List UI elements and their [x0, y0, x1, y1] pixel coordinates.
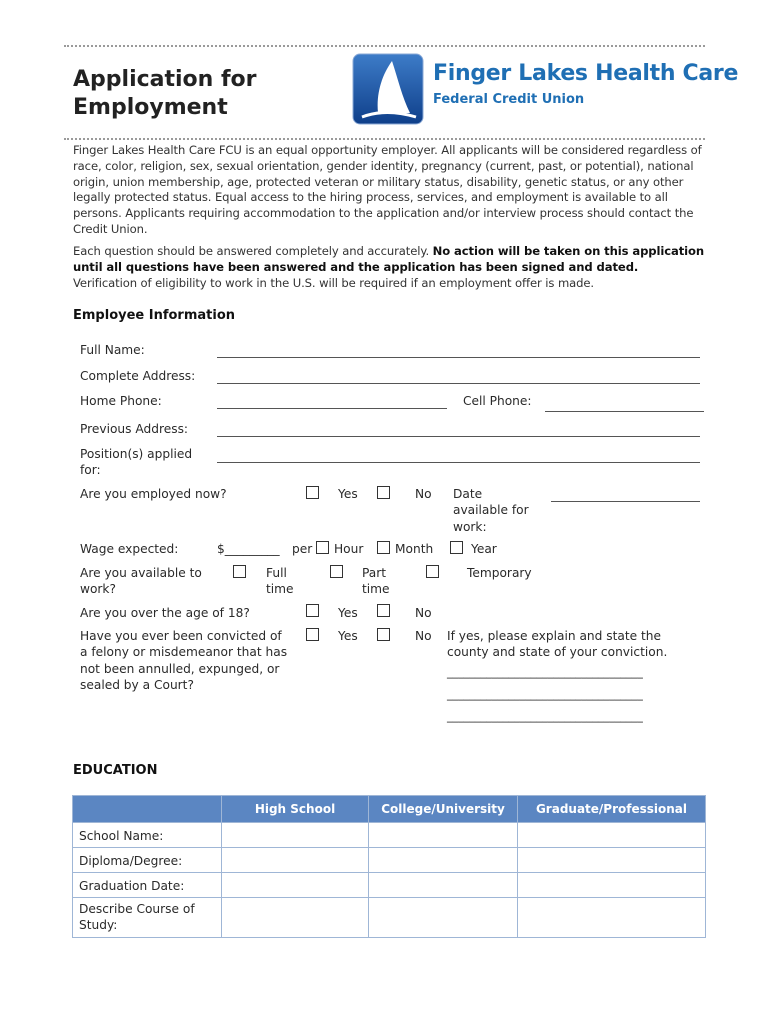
wage-year-label: Year: [471, 542, 497, 556]
over-18-yes-checkbox[interactable]: [306, 604, 319, 617]
logo-subtitle: Federal Credit Union: [433, 92, 585, 107]
availability-line1: Are you available to: [80, 566, 202, 580]
sailboat-logo-icon: [352, 53, 424, 125]
positions-label: [80, 446, 192, 479]
course-line2: Study:: [79, 918, 118, 932]
cell-college-diploma[interactable]: [369, 848, 518, 873]
instructions: [73, 244, 705, 291]
employee-info-heading: Employee Information: [73, 308, 236, 323]
cell-graduate-course[interactable]: [518, 898, 706, 938]
conviction-question: [80, 628, 287, 693]
wage-month-checkbox[interactable]: [377, 541, 390, 554]
conviction-no-label: No: [415, 629, 432, 643]
date-available-line3: work:: [453, 519, 487, 534]
temporary-checkbox[interactable]: [426, 565, 439, 578]
address-field[interactable]: [217, 383, 700, 384]
title-line-2: Employment: [73, 95, 228, 120]
temporary-label: Temporary: [467, 566, 532, 580]
conviction-line2: a felony or misdemeanor that has: [80, 645, 288, 660]
cell-high-school-course[interactable]: [222, 898, 369, 938]
full-name-label: Full Name:: [80, 343, 145, 357]
table-row: [73, 873, 706, 898]
part-time-line1: Part: [362, 566, 387, 580]
explain-field-1[interactable]: ___________________________________: [447, 666, 643, 679]
row-label-course-of-study: [73, 898, 222, 938]
table-row: [73, 823, 706, 848]
cell-graduate-name[interactable]: [518, 823, 706, 848]
conviction-line3: not been annulled, expunged, or: [80, 661, 280, 676]
part-time-line2: time: [362, 582, 390, 597]
top-dotted-divider: [64, 45, 705, 47]
table-row: [73, 848, 706, 873]
instructions-start: Each question should be answered completely and accurately.: [73, 244, 433, 258]
cell-phone-field[interactable]: [545, 411, 704, 412]
cell-graduate-grad-date[interactable]: [518, 873, 706, 898]
row-label-graduation-date: Graduation Date:: [73, 873, 222, 898]
date-available-label: [453, 486, 529, 535]
explain-field-3[interactable]: ___________________________________: [447, 710, 643, 723]
explain-field-2[interactable]: ___________________________________: [447, 688, 643, 701]
instructions-bold: No action will be taken on this application until all questions have been answered and the application has been signed and dated.: [73, 244, 705, 274]
column-header-high-school: High School: [222, 796, 369, 823]
cell-college-course[interactable]: [369, 898, 518, 938]
home-phone-field[interactable]: [217, 408, 447, 409]
wage-year-checkbox[interactable]: [450, 541, 463, 554]
table-row: [73, 898, 706, 938]
conviction-explain: [447, 628, 667, 661]
wage-expected-label: Wage expected:: [80, 542, 179, 556]
column-header-graduate: Graduate/Professional: [518, 796, 706, 823]
full-time-checkbox[interactable]: [233, 565, 246, 578]
course-line1: Describe Course of: [79, 902, 195, 916]
row-label-diploma: Diploma/Degree:: [73, 848, 222, 873]
cell-high-school-grad-date[interactable]: [222, 873, 369, 898]
column-header-college: College/University: [369, 796, 518, 823]
positions-label-line2: for:: [80, 463, 101, 478]
cell-college-name[interactable]: [369, 823, 518, 848]
date-available-line2: available for: [453, 503, 529, 518]
employed-no-checkbox[interactable]: [377, 486, 390, 499]
home-phone-label: Home Phone:: [80, 394, 162, 408]
positions-field[interactable]: [217, 462, 700, 463]
conviction-line4: sealed by a Court?: [80, 677, 194, 692]
full-time-line1: Full: [266, 566, 287, 580]
wage-month-label: Month: [395, 542, 434, 556]
full-time-line2: time: [266, 582, 294, 597]
cell-phone-label: Cell Phone:: [463, 394, 532, 408]
cell-high-school-diploma[interactable]: [222, 848, 369, 873]
explain-line2: county and state of your conviction.: [447, 645, 668, 660]
full-time-label: [266, 565, 294, 598]
date-available-field[interactable]: [551, 501, 700, 502]
education-header-row: [73, 796, 706, 823]
cell-graduate-diploma[interactable]: [518, 848, 706, 873]
education-table: [72, 795, 706, 938]
page-title: [73, 66, 257, 122]
part-time-checkbox[interactable]: [330, 565, 343, 578]
employed-no-label: No: [415, 487, 432, 501]
education-corner-cell: [73, 796, 222, 823]
instructions-end: Verification of eligibility to work in the U.S. will be required if an employment offer is made.: [73, 275, 595, 290]
over-18-yes-label: Yes: [338, 606, 358, 620]
over-18-no-checkbox[interactable]: [377, 604, 390, 617]
employed-yes-label: Yes: [338, 487, 358, 501]
wage-hour-checkbox[interactable]: [316, 541, 329, 554]
address-label: Complete Address:: [80, 369, 196, 383]
education-heading: EDUCATION: [73, 763, 158, 778]
part-time-label: [362, 565, 390, 598]
row-label-school-name: School Name:: [73, 823, 222, 848]
title-line-1: Application for: [73, 67, 257, 92]
wage-per-label: per: [292, 542, 313, 556]
date-available-line1: Date: [453, 487, 483, 501]
previous-address-label: Previous Address:: [80, 422, 189, 436]
availability-label: [80, 565, 202, 598]
explain-fields: [447, 662, 643, 728]
conviction-yes-label: Yes: [338, 629, 358, 643]
cell-college-grad-date[interactable]: [369, 873, 518, 898]
conviction-line1: Have you ever been convicted of: [80, 629, 282, 643]
header-dotted-divider: [64, 138, 705, 140]
eeo-statement: Finger Lakes Health Care FCU is an equal opportunity employer. All applicants will be considered regardless of race, color, religion, sex, sexual orientation, gender identity, pregnancy (current, past, or potential), national origin, union membership, age, protected veteran or military status, disability, genetic status, or any other legally protected status. Equal access to the hiring process, services, and employment is available to all persons. Applicants requiring accommodation to the application and/or interview process should contact the Credit Union.: [73, 143, 702, 236]
availability-line2: work?: [80, 582, 116, 597]
employed-yes-checkbox[interactable]: [306, 486, 319, 499]
logo-name: Finger Lakes Health Care: [433, 61, 739, 86]
conviction-no-checkbox[interactable]: [377, 628, 390, 641]
over-18-label: Are you over the age of 18?: [80, 606, 250, 620]
positions-label-line1: Position(s) applied: [80, 447, 193, 461]
over-18-no-label: No: [415, 606, 432, 620]
full-name-field[interactable]: [217, 357, 700, 358]
wage-amount-field[interactable]: $_________: [217, 542, 280, 556]
cell-high-school-name[interactable]: [222, 823, 369, 848]
explain-line1: If yes, please explain and state the: [447, 629, 662, 643]
wage-hour-label: Hour: [334, 542, 364, 556]
previous-address-field[interactable]: [217, 436, 700, 437]
employed-now-label: Are you employed now?: [80, 487, 227, 501]
conviction-yes-checkbox[interactable]: [306, 628, 319, 641]
